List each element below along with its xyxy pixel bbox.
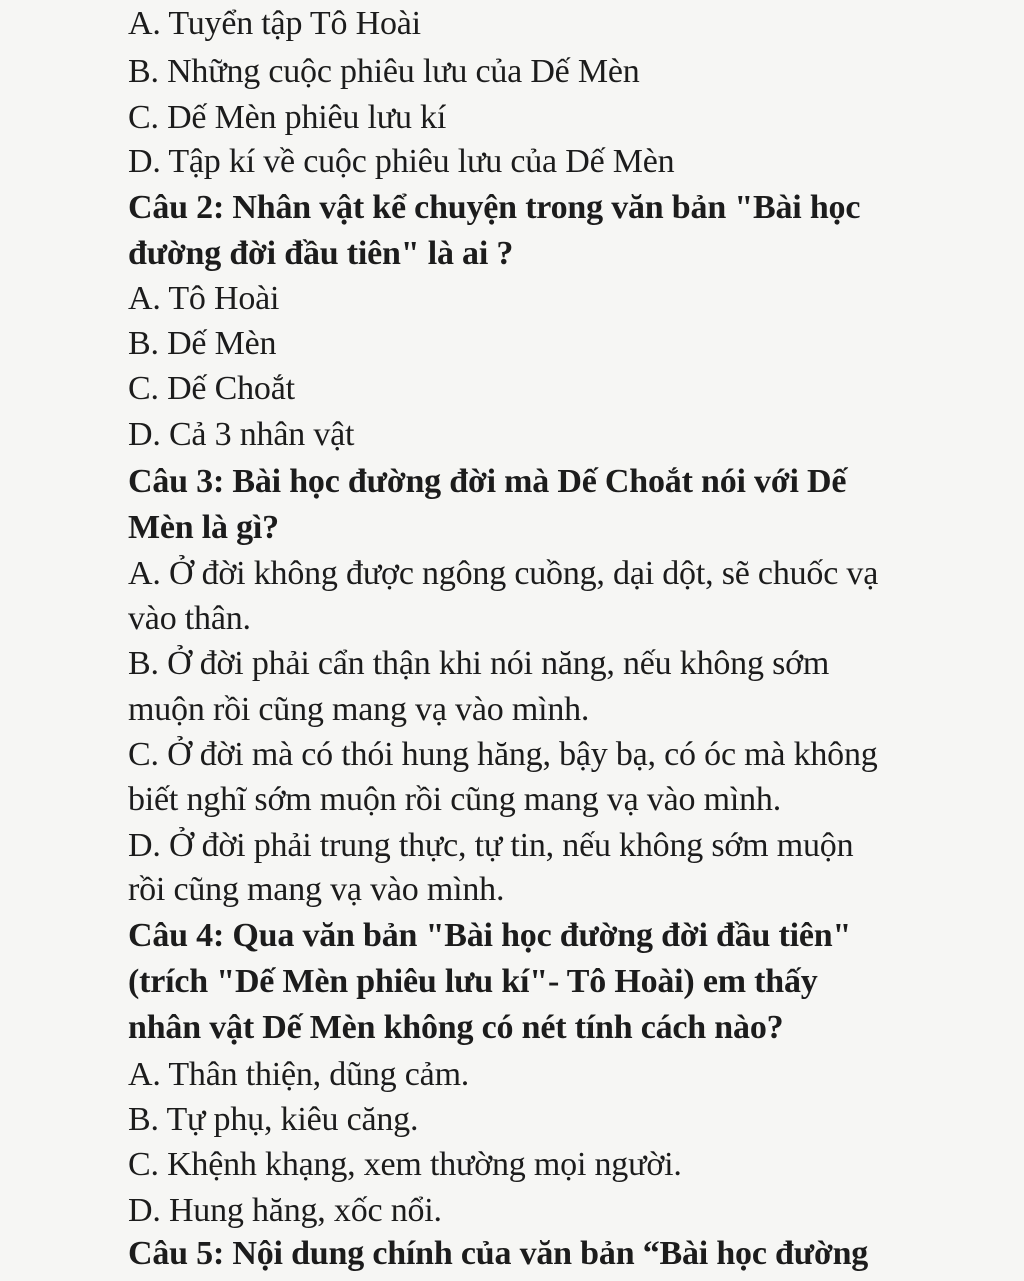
q2-option-a: A. Tô Hoài <box>128 280 280 317</box>
q3-option-b-line-2: muộn rồi cũng mang vạ vào mình. <box>128 691 590 728</box>
q3-question-line-2: Mèn là gì? <box>128 509 279 546</box>
q3-option-c-line-1: C. Ở đời mà có thói hung hăng, bậy bạ, có óc mà không <box>128 736 878 773</box>
q2-option-c: C. Dế Choắt <box>128 370 295 407</box>
q3-option-a-line-2: vào thân. <box>128 600 251 637</box>
q1-option-a: A. Tuyển tập Tô Hoài <box>128 5 421 42</box>
q2-option-d: D. Cả 3 nhân vật <box>128 416 355 453</box>
q3-option-d-line-2: rồi cũng mang vạ vào mình. <box>128 871 505 908</box>
q1-option-c: C. Dế Mèn phiêu lưu kí <box>128 99 447 136</box>
q3-option-d-line-1: D. Ở đời phải trung thực, tự tin, nếu không sớm muộn <box>128 827 854 864</box>
q4-question-line-2: (trích "Dế Mèn phiêu lưu kí"- Tô Hoài) em thấy <box>128 963 818 1000</box>
q4-option-c: C. Khệnh khạng, xem thường mọi người. <box>128 1146 682 1183</box>
q3-option-c-line-2: biết nghĩ sớm muộn rồi cũng mang vạ vào mình. <box>128 781 782 818</box>
q3-option-a-line-1: A. Ở đời không được ngông cuồng, dại dột, sẽ chuốc vạ <box>128 555 879 592</box>
q2-option-b: B. Dế Mèn <box>128 325 277 362</box>
q4-option-b: B. Tự phụ, kiêu căng. <box>128 1101 419 1138</box>
q4-question-line-1: Câu 4: Qua văn bản "Bài học đường đời đầu tiên" <box>128 917 852 954</box>
q2-question-line-1: Câu 2: Nhân vật kể chuyện trong văn bản "Bài học <box>128 189 861 226</box>
q4-option-d: D. Hung hăng, xốc nổi. <box>128 1192 442 1229</box>
q3-question-line-1: Câu 3: Bài học đường đời mà Dế Choắt nói với Dế <box>128 463 847 500</box>
q5-question-line-1: Câu 5: Nội dung chính của văn bản “Bài học đường <box>128 1235 869 1272</box>
q2-question-line-2: đường đời đầu tiên" là ai ? <box>128 235 514 272</box>
q4-option-a: A. Thân thiện, dũng cảm. <box>128 1056 470 1093</box>
q3-option-b-line-1: B. Ở đời phải cẩn thận khi nói năng, nếu không sớm <box>128 645 830 682</box>
q1-option-d: D. Tập kí về cuộc phiêu lưu của Dế Mèn <box>128 143 675 180</box>
q1-option-b: B. Những cuộc phiêu lưu của Dế Mèn <box>128 53 640 90</box>
q4-question-line-3: nhân vật Dế Mèn không có nét tính cách nào? <box>128 1009 784 1046</box>
